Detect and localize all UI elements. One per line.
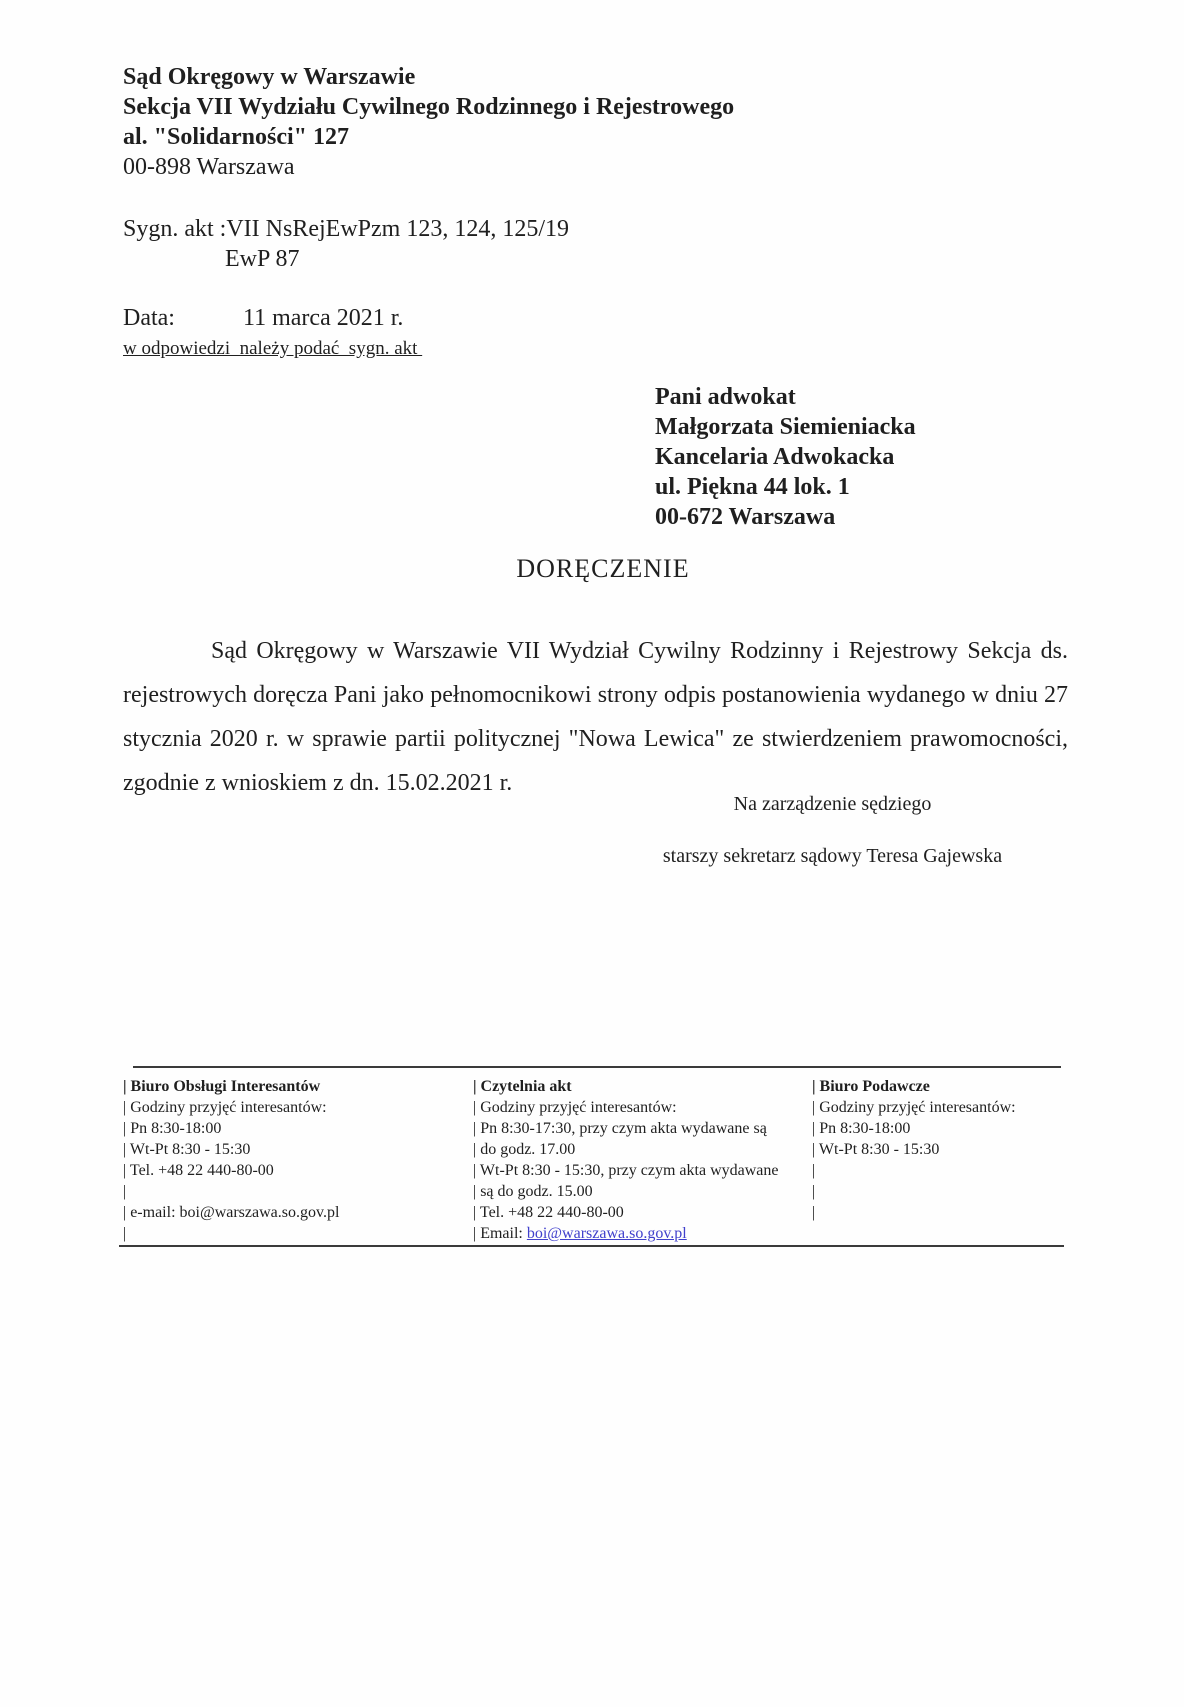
footer-top-rule (133, 1066, 1061, 1068)
footer-col1-spacer-2: | (123, 1225, 127, 1242)
footer-col2-hours-tue-fri: | Wt-Pt 8:30 - 15:30, przy czym akta wydawane (473, 1162, 779, 1179)
footer-col2-phone: | Tel. +48 22 440-80-00 (473, 1204, 624, 1221)
footer-col2-hours-label: | Godziny przyjęć interesantów: (473, 1099, 677, 1116)
footer-col1-email: | e-mail: boi@warszawa.so.gov.pl (123, 1204, 340, 1221)
footer-col2-hours-mon: | Pn 8:30-17:30, przy czym akta wydawane są (473, 1120, 767, 1137)
sender-court-name: Sąd Okręgowy w Warszawie (123, 64, 416, 90)
footer-col3-spacer-2: | (812, 1183, 816, 1200)
addressee-office: Kancelaria Adwokacka (655, 444, 895, 470)
addressee-city: 00-672 Warszawa (655, 504, 836, 530)
sender-city: 00-898 Warszawa (123, 154, 295, 180)
footer-col2-email-row (473, 1223, 813, 1244)
footer-col1-spacer-1: | (123, 1183, 127, 1200)
footer-col1-title: | Biuro Obsługi Interesantów (123, 1078, 321, 1095)
footer-col3-title: | Biuro Podawcze (812, 1078, 930, 1095)
footer-col3-spacer-1: | (812, 1162, 816, 1179)
footer-col1-phone: | Tel. +48 22 440-80-00 (123, 1162, 274, 1179)
footer-column-czytelnia-akt (473, 1076, 813, 1244)
signature-clerk-line: starszy sekretarz sądowy Teresa Gajewska (662, 845, 1003, 867)
footer-col3-spacer-3: | (812, 1204, 816, 1221)
footer-col1-hours-label: | Godziny przyjęć interesantów: (123, 1099, 327, 1116)
document-title: DORĘCZENIE (516, 554, 690, 583)
reply-note: w odpowiedzi należy podać sygn. akt (123, 338, 423, 359)
footer-col3-hours-mon: | Pn 8:30-18:00 (812, 1120, 911, 1137)
sender-section: Sekcja VII Wydziału Cywilnego Rodzinnego i Rejestrowego (123, 94, 735, 120)
footer-col2-email-label: | Email: (473, 1225, 527, 1242)
addressee-block (655, 382, 916, 532)
case-number-block (123, 214, 569, 274)
date-value: 11 marca 2021 r. (243, 305, 404, 331)
footer-column-biuro-podawcze (812, 1076, 1072, 1223)
signature-block (600, 792, 1065, 868)
addressee-role: Pani adwokat (655, 384, 796, 410)
footer-col1-hours-mon: | Pn 8:30-18:00 (123, 1120, 222, 1137)
case-number-line2: EwP 87 (225, 246, 300, 272)
footer-col3-hours-tue-fri: | Wt-Pt 8:30 - 15:30 (812, 1141, 940, 1158)
footer-bottom-rule (119, 1245, 1064, 1247)
email-link[interactable]: boi@warszawa.so.gov.pl (526, 1225, 687, 1242)
footer-column-biuro-obslugi (123, 1076, 463, 1244)
sender-address-block (123, 62, 734, 182)
date-row (123, 303, 403, 333)
sender-street: al. "Solidarności" 127 (123, 124, 350, 150)
addressee-street: ul. Piękna 44 lok. 1 (655, 474, 850, 500)
footer-col2-hours-mon-cont: | do godz. 17.00 (473, 1141, 576, 1158)
body-paragraph: Sąd Okręgowy w Warszawie VII Wydział Cywilny Rodzinny i Rejestrowy Sekcja ds. rejestrowych doręcza Pani jako pełnomocnikowi strony odpis postanowienia wydanego w dniu 27 stycznia 2020 r. w sprawie partii politycznej "Nowa Lewica" ze stwierdzeniem prawomocności, zgodnie z wnioskiem z dn. 15.02.2021 r. (123, 638, 1068, 796)
footer-col2-title: | Czytelnia akt (473, 1078, 572, 1095)
addressee-name: Małgorzata Siemieniacka (655, 414, 916, 440)
case-number-line1: Sygn. akt :VII NsRejEwPzm 123, 124, 125/19 (123, 216, 569, 242)
footer-col1-hours-tue-fri: | Wt-Pt 8:30 - 15:30 (123, 1141, 251, 1158)
date-label: Data: (123, 305, 175, 331)
footer-col2-hours-tue-fri-cont: | są do godz. 15.00 (473, 1183, 593, 1200)
footer-col3-hours-label: | Godziny przyjęć interesantów: (812, 1099, 1016, 1116)
signature-order-line: Na zarządzenie sędziego (733, 793, 932, 815)
